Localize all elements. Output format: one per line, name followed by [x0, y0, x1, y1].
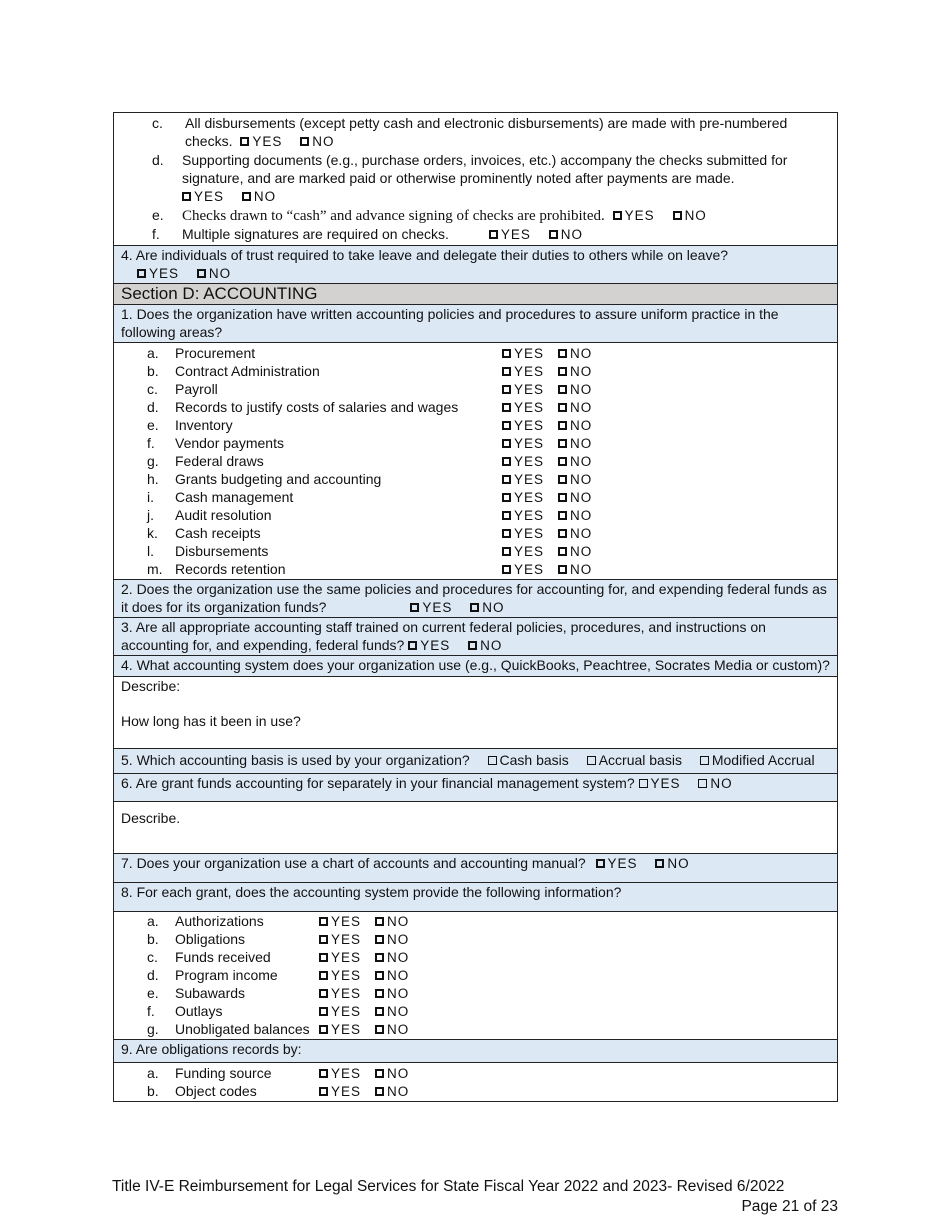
item-letter: f. [147, 1002, 155, 1019]
questionnaire-table [113, 112, 838, 1102]
yes-checkbox[interactable] [502, 547, 511, 556]
yes-checkbox[interactable] [502, 475, 511, 484]
no-checkbox[interactable] [558, 349, 567, 358]
question-leave [114, 245, 837, 283]
yes-no-options [319, 984, 409, 1003]
question-same-policies [114, 579, 837, 617]
yes-label: YES [420, 637, 451, 653]
yes-label: YES [514, 382, 545, 397]
no-checkbox[interactable] [375, 953, 384, 962]
yes-label: YES [624, 208, 655, 223]
separate-funds-answer-box[interactable] [114, 801, 837, 853]
yes-checkbox[interactable] [319, 971, 328, 980]
item-letter: j. [147, 507, 154, 523]
list-item [114, 1082, 837, 1100]
item-letter: f. [152, 226, 160, 242]
yes-checkbox[interactable] [502, 439, 511, 448]
yes-label: YES [331, 1084, 362, 1099]
no-checkbox[interactable] [549, 230, 558, 239]
item-text: Checks drawn to “cash” and advance signing of checks are prohibited. [182, 208, 605, 224]
system-answer-box[interactable] [114, 676, 837, 748]
question-text: 2. Does the organization use the same policies and procedures for accounting for, and expending federal funds as it does for its organization funds? [121, 581, 827, 615]
question-obligations-records: 9. Are obligations records by: [114, 1039, 837, 1063]
item-text: Payroll [175, 381, 218, 397]
modified-accrual-checkbox[interactable] [700, 756, 709, 765]
list-item [114, 114, 837, 151]
item-text: Records to justify costs of salaries and wages [175, 399, 459, 415]
no-checkbox[interactable] [558, 475, 567, 484]
no-label: NO [253, 189, 277, 204]
yes-label: YES [514, 418, 545, 433]
yes-label: YES [331, 913, 362, 929]
no-label: NO [560, 227, 583, 242]
grant-info-list [114, 911, 837, 1039]
how-long-label: How long has it been in use? [121, 713, 301, 729]
no-label: NO [570, 400, 593, 415]
question-policies: 1. Does the organization have written accounting policies and procedures to assure uniform practice in the following areas? [114, 304, 837, 342]
item-letter: d. [147, 399, 159, 415]
obligations-records-list [114, 1062, 837, 1101]
list-item [114, 948, 837, 966]
no-checkbox[interactable] [558, 547, 567, 556]
yes-no-options [502, 416, 592, 435]
yes-no-options [502, 434, 592, 453]
item-letter: a. [147, 912, 159, 929]
no-checkbox[interactable] [375, 989, 384, 998]
list-item [114, 206, 837, 225]
no-checkbox[interactable] [558, 511, 567, 520]
yes-checkbox[interactable] [137, 269, 146, 278]
item-letter: l. [147, 543, 154, 559]
yes-checkbox[interactable] [596, 859, 605, 868]
item-text: All disbursements (except petty cash and electronic disbursements) are made with pre-numbered checks. [185, 115, 788, 149]
no-label: NO [570, 526, 593, 541]
list-item [114, 470, 837, 488]
list-item [114, 966, 837, 984]
yes-label: YES [514, 436, 545, 451]
yes-no-options [319, 948, 409, 967]
item-letter: e. [147, 984, 159, 1001]
no-checkbox[interactable] [558, 529, 567, 538]
no-checkbox[interactable] [375, 1087, 384, 1096]
no-checkbox[interactable] [558, 439, 567, 448]
yes-no-options [502, 398, 592, 417]
describe-label: Describe. [121, 809, 181, 826]
yes-label: YES [607, 855, 638, 871]
no-label: NO [387, 1084, 410, 1099]
yes-label: YES [331, 1021, 362, 1037]
accrual-basis-checkbox[interactable] [587, 756, 596, 765]
item-text: Grants budgeting and accounting [175, 471, 382, 487]
cash-basis-checkbox[interactable] [488, 756, 497, 765]
no-checkbox[interactable] [375, 917, 384, 926]
no-label: NO [387, 985, 410, 1001]
yes-no-options [502, 488, 592, 507]
item-letter: c. [147, 948, 158, 965]
list-item [114, 1020, 837, 1038]
no-checkbox[interactable] [558, 421, 567, 430]
list-item [114, 434, 837, 452]
no-label: NO [387, 1066, 410, 1081]
yes-label: YES [514, 364, 545, 379]
no-checkbox[interactable] [242, 192, 251, 201]
item-text: Vendor payments [175, 435, 284, 451]
no-checkbox[interactable] [375, 1025, 384, 1034]
item-letter: b. [147, 1083, 159, 1099]
item-letter: g. [147, 1020, 159, 1037]
item-letter: b. [147, 363, 159, 379]
accrual-basis-label: Accrual basis [598, 751, 682, 768]
yes-no-options [502, 524, 592, 543]
yes-no-options [502, 452, 592, 471]
no-label: NO [570, 490, 593, 505]
no-checkbox[interactable] [300, 137, 309, 146]
list-item [114, 912, 837, 930]
yes-checkbox[interactable] [319, 935, 328, 944]
yes-checkbox[interactable] [502, 529, 511, 538]
no-label: NO [387, 967, 410, 983]
list-item [114, 984, 837, 1002]
item-text: Audit resolution [175, 507, 272, 523]
no-checkbox[interactable] [375, 1007, 384, 1016]
list-item [114, 452, 837, 470]
item-letter: h. [147, 471, 159, 487]
item-text: Contract Administration [175, 363, 320, 379]
no-label: NO [570, 418, 593, 433]
item-text: Object codes [175, 1083, 257, 1099]
yes-label: YES [194, 189, 225, 204]
item-text: Cash management [175, 489, 294, 505]
item-text: Unobligated balances [175, 1020, 310, 1037]
question-text: 4. Are individuals of trust required to take leave and delegate their duties to others while on leave? [121, 247, 729, 263]
no-label: NO [570, 544, 593, 559]
yes-no-options [502, 542, 592, 561]
describe-label: Describe: [121, 677, 181, 694]
yes-checkbox[interactable] [502, 421, 511, 430]
no-checkbox[interactable] [558, 493, 567, 502]
section-heading: Section D: ACCOUNTING [114, 283, 837, 304]
list-item [114, 362, 837, 380]
item-text: Obligations [175, 930, 246, 947]
yes-checkbox[interactable] [182, 192, 191, 201]
no-label: NO [387, 931, 410, 947]
question-accounting-basis [114, 748, 837, 774]
item-letter: m. [147, 561, 163, 577]
modified-accrual-label: Modified Accrual [711, 751, 815, 768]
item-text: Cash receipts [175, 525, 261, 541]
no-checkbox[interactable] [558, 565, 567, 574]
item-text: Inventory [175, 417, 233, 433]
yes-label: YES [514, 490, 545, 505]
item-letter: e. [152, 207, 164, 223]
no-label: NO [208, 265, 232, 281]
yes-label: YES [331, 949, 362, 965]
yes-checkbox[interactable] [502, 565, 511, 574]
list-item [114, 506, 837, 524]
item-text: Supporting documents (e.g., purchase orders, invoices, etc.) accompany the checks submitted for signature, and are marked paid or otherwise prominently noted after payments are made. [182, 152, 788, 186]
list-item [114, 524, 837, 542]
yes-label: YES [514, 472, 545, 487]
list-item [114, 225, 837, 244]
item-text: Procurement [175, 345, 256, 361]
yes-checkbox[interactable] [489, 230, 498, 239]
yes-checkbox[interactable] [319, 917, 328, 926]
no-checkbox[interactable] [558, 385, 567, 394]
question-text: 6. Are grant funds accounting for separately in your financial management system? [121, 775, 635, 791]
yes-checkbox[interactable] [319, 989, 328, 998]
no-label: NO [667, 855, 690, 871]
no-label: NO [570, 382, 593, 397]
list-item [114, 1002, 837, 1020]
item-letter: f. [147, 435, 155, 451]
yes-label: YES [650, 776, 681, 791]
list-item [114, 560, 837, 578]
question-text: 5. Which accounting basis is used by your organization? [121, 751, 470, 768]
item-letter: i. [147, 489, 154, 505]
yes-no-options [319, 1020, 409, 1039]
list-item [114, 151, 837, 206]
question-text: 7. Does your organization use a chart of accounts and accounting manual? [121, 854, 586, 871]
list-item [114, 1064, 837, 1082]
no-label: NO [312, 134, 335, 149]
question-text: 3. Are all appropriate accounting staff trained on current federal policies, procedures, and instructions on accounting for, and expending, federal funds? [121, 619, 766, 653]
list-item [114, 542, 837, 560]
list-item [114, 416, 837, 434]
no-checkbox[interactable] [197, 269, 206, 278]
cash-basis-label: Cash basis [499, 751, 569, 768]
yes-no-options [502, 470, 592, 489]
yes-label: YES [514, 346, 545, 361]
question-chart-of-accounts [114, 853, 837, 883]
item-text: Funds received [175, 948, 271, 965]
yes-label: YES [514, 508, 545, 523]
no-checkbox[interactable] [655, 859, 664, 868]
item-letter: a. [147, 345, 159, 361]
no-label: NO [570, 454, 593, 469]
item-letter: d. [147, 966, 159, 983]
yes-checkbox[interactable] [408, 641, 417, 650]
no-label: NO [570, 472, 593, 487]
yes-checkbox[interactable] [502, 511, 511, 520]
yes-no-options [502, 506, 592, 525]
yes-label: YES [514, 400, 545, 415]
disbursement-items [114, 113, 837, 245]
yes-label: YES [514, 544, 545, 559]
no-label: NO [387, 913, 410, 929]
question-grant-info: 8. For each grant, does the accounting system provide the following information? [114, 882, 837, 911]
no-label: NO [482, 599, 505, 615]
yes-checkbox[interactable] [410, 603, 419, 612]
yes-checkbox[interactable] [502, 349, 511, 358]
footer-title: Title IV-E Reimbursement for Legal Services for State Fiscal Year 2022 and 2023- Revised 6/2022 [112, 1178, 785, 1195]
item-text: Authorizations [175, 912, 264, 929]
yes-no-options [319, 966, 409, 985]
yes-label: YES [422, 599, 453, 615]
policy-areas-list [114, 342, 837, 579]
yes-label: YES [252, 134, 283, 149]
yes-checkbox[interactable] [502, 457, 511, 466]
yes-checkbox[interactable] [319, 953, 328, 962]
yes-label: YES [500, 227, 531, 242]
no-label: NO [570, 364, 593, 379]
item-letter: b. [147, 930, 159, 947]
yes-checkbox[interactable] [502, 385, 511, 394]
yes-checkbox[interactable] [639, 779, 648, 788]
yes-checkbox[interactable] [502, 493, 511, 502]
yes-no-options [319, 1064, 409, 1083]
item-letter: a. [147, 1065, 159, 1081]
item-letter: k. [147, 525, 158, 541]
yes-checkbox[interactable] [613, 211, 622, 220]
yes-label: YES [331, 1003, 362, 1019]
yes-label: YES [331, 931, 362, 947]
yes-checkbox[interactable] [502, 403, 511, 412]
question-separate-funds [114, 773, 837, 801]
no-checkbox[interactable] [375, 1069, 384, 1078]
yes-label: YES [149, 265, 180, 281]
no-label: NO [570, 508, 593, 523]
item-text: Funding source [175, 1065, 272, 1081]
page-number: Page 21 of 23 [741, 1198, 838, 1215]
yes-label: YES [331, 985, 362, 1001]
no-label: NO [387, 1021, 410, 1037]
list-item [114, 488, 837, 506]
no-label: NO [570, 562, 593, 577]
yes-checkbox[interactable] [319, 1025, 328, 1034]
no-label: NO [387, 1003, 410, 1019]
yes-label: YES [514, 526, 545, 541]
no-label: NO [710, 776, 733, 791]
question-accounting-system: 4. What accounting system does your organization use (e.g., QuickBooks, Peachtree, Socrates Media or custom)? [114, 655, 837, 676]
no-checkbox[interactable] [468, 641, 477, 650]
no-label: NO [684, 208, 707, 223]
yes-checkbox[interactable] [319, 1007, 328, 1016]
yes-checkbox[interactable] [319, 1087, 328, 1096]
yes-label: YES [514, 454, 545, 469]
yes-label: YES [331, 1066, 362, 1081]
yes-checkbox[interactable] [502, 367, 511, 376]
no-checkbox[interactable] [470, 603, 479, 612]
list-item [114, 398, 837, 416]
no-label: NO [480, 637, 503, 653]
item-letter: g. [147, 453, 159, 469]
yes-no-options [319, 1082, 409, 1101]
item-text: Multiple signatures are required on checks. [182, 226, 449, 242]
yes-no-options [502, 344, 592, 363]
item-text: Federal draws [175, 453, 264, 469]
item-text: Program income [175, 966, 278, 983]
no-checkbox[interactable] [375, 935, 384, 944]
item-letter: c. [147, 381, 158, 397]
yes-label: YES [514, 562, 545, 577]
no-checkbox[interactable] [558, 403, 567, 412]
list-item [114, 344, 837, 362]
yes-label: YES [331, 967, 362, 983]
no-checkbox[interactable] [558, 367, 567, 376]
yes-no-options [319, 930, 409, 949]
no-checkbox[interactable] [375, 971, 384, 980]
no-label: NO [387, 949, 410, 965]
question-staff-trained [114, 617, 837, 655]
yes-checkbox[interactable] [240, 137, 249, 146]
yes-no-options [502, 380, 592, 399]
item-text: Records retention [175, 561, 286, 577]
yes-no-options [502, 362, 592, 381]
list-item [114, 380, 837, 398]
item-text: Subawards [175, 984, 246, 1001]
yes-no-options [319, 912, 409, 931]
item-letter: d. [152, 152, 164, 168]
list-item [114, 930, 837, 948]
no-label: NO [570, 436, 593, 451]
yes-no-options [319, 1002, 409, 1021]
yes-checkbox[interactable] [319, 1069, 328, 1078]
yes-no-options [502, 560, 592, 579]
item-letter: c. [152, 115, 163, 131]
no-checkbox[interactable] [558, 457, 567, 466]
item-text: Outlays [175, 1002, 223, 1019]
no-checkbox[interactable] [673, 211, 682, 220]
item-text: Disbursements [175, 543, 269, 559]
no-checkbox[interactable] [698, 779, 707, 788]
item-letter: e. [147, 417, 159, 433]
no-label: NO [570, 346, 593, 361]
